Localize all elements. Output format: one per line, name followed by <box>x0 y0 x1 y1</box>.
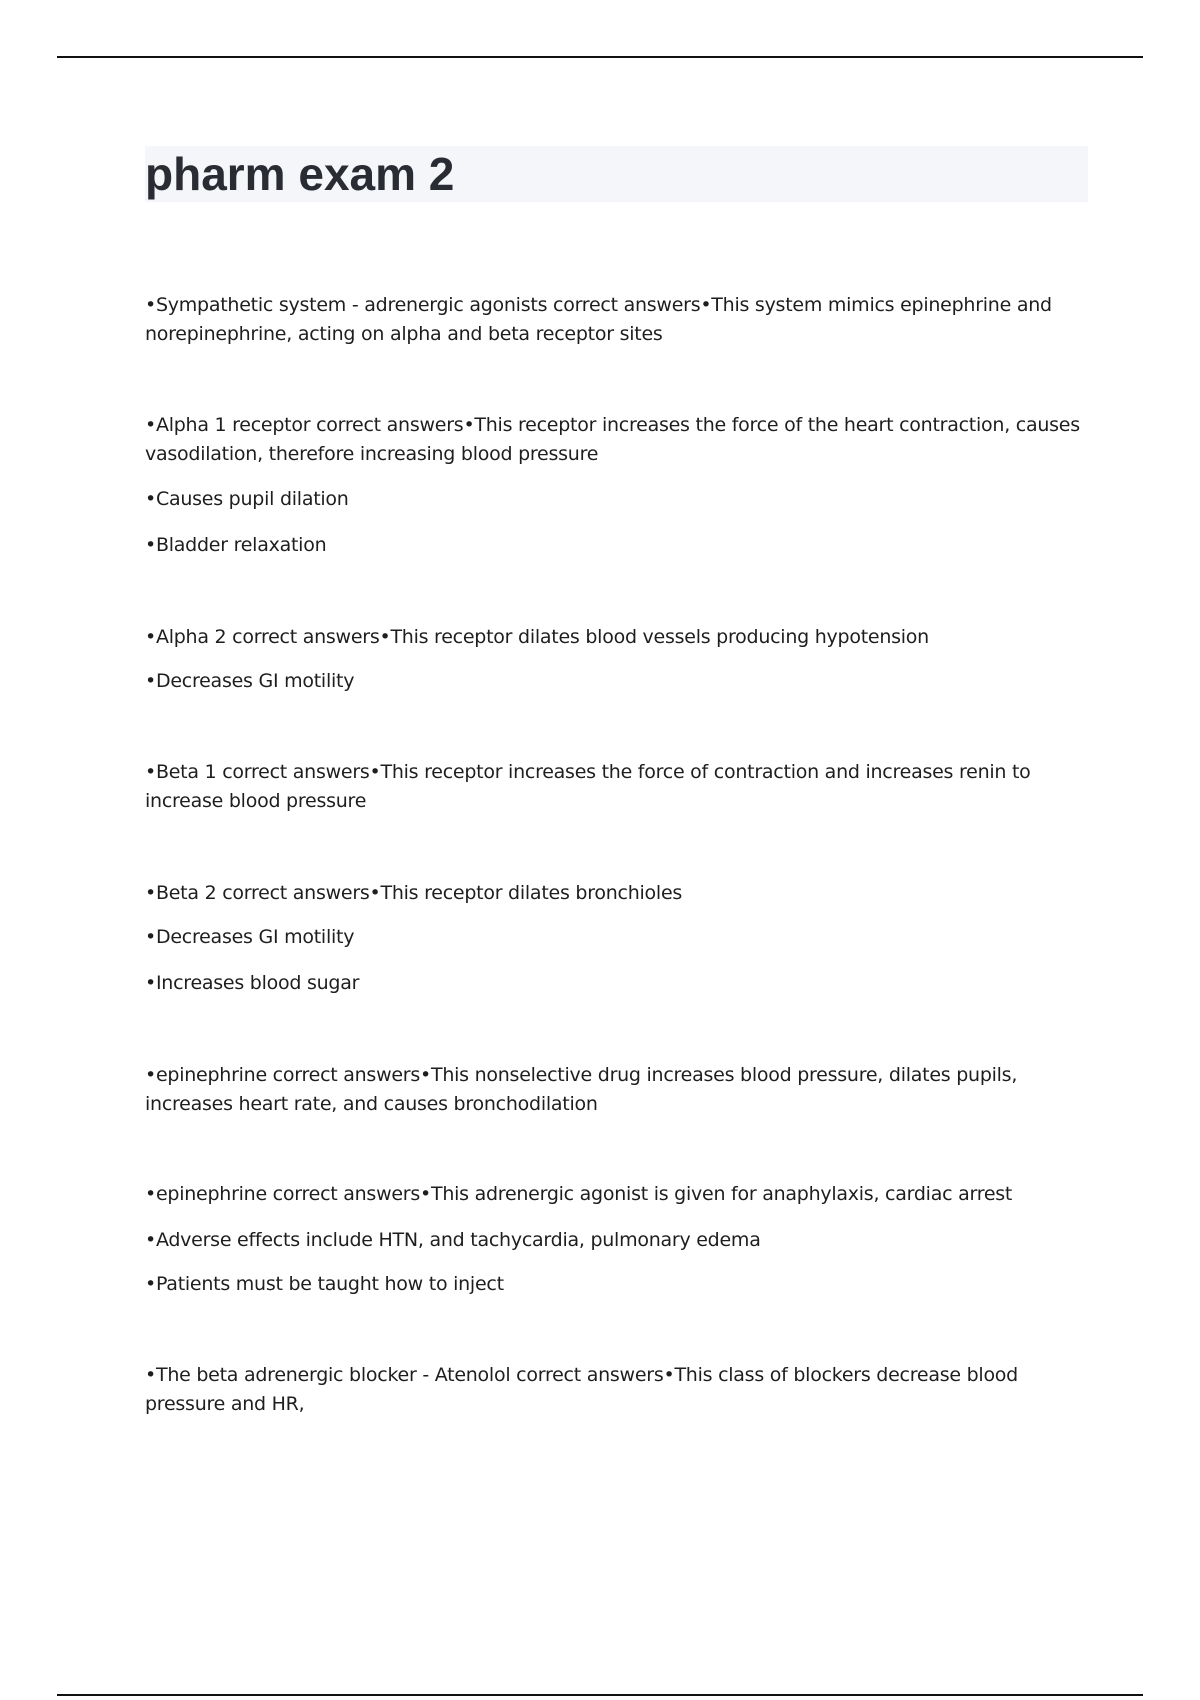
paragraph-patient-teaching: •Patients must be taught how to inject <box>145 1273 504 1295</box>
paragraph-alpha-1-receptor: •Alpha 1 receptor correct answers•This receptor increases the force of the heart contraction, causes vasodilation, therefore increasing blood pressure <box>145 414 1080 465</box>
paragraph-increases-blood-sugar: •Increases blood sugar <box>145 972 360 994</box>
paragraph-beta-1: •Beta 1 correct answers•This receptor increases the force of contraction and increases renin to increase blood pressure <box>145 761 1031 812</box>
footer-rule <box>57 1694 1143 1696</box>
paragraph-decreases-gi-motility: •Decreases GI motility <box>145 670 355 692</box>
paragraph-alpha-2: •Alpha 2 correct answers•This receptor dilates blood vessels producing hypotension <box>145 626 929 648</box>
paragraph-bladder-relaxation: •Bladder relaxation <box>145 534 327 556</box>
paragraph-pupil-dilation: •Causes pupil dilation <box>145 488 349 510</box>
paragraph-adverse-effects: •Adverse effects include HTN, and tachycardia, pulmonary edema <box>145 1229 761 1251</box>
paragraph-beta-2: •Beta 2 correct answers•This receptor dilates bronchioles <box>145 882 683 904</box>
header-rule <box>57 56 1143 58</box>
paragraph-beta-blocker-atenolol: •The beta adrenergic blocker - Atenolol correct answers•This class of blockers decrease blood pressure and HR, <box>145 1364 1018 1415</box>
paragraph-decreases-gi-motility-2: •Decreases GI motility <box>145 926 355 948</box>
page-title: pharm exam 2 <box>145 148 455 200</box>
paragraph-sympathetic-system: •Sympathetic system - adrenergic agonists correct answers•This system mimics epinephrine and norepinephrine, acting on alpha and beta receptor sites <box>145 294 1052 345</box>
paragraph-epinephrine-nonselective: •epinephrine correct answers•This nonselective drug increases blood pressure, dilates pupils, increases heart rate, and causes bronchodilation <box>145 1064 1018 1115</box>
paragraph-epinephrine-anaphylaxis: •epinephrine correct answers•This adrenergic agonist is given for anaphylaxis, cardiac arrest <box>145 1183 1013 1205</box>
